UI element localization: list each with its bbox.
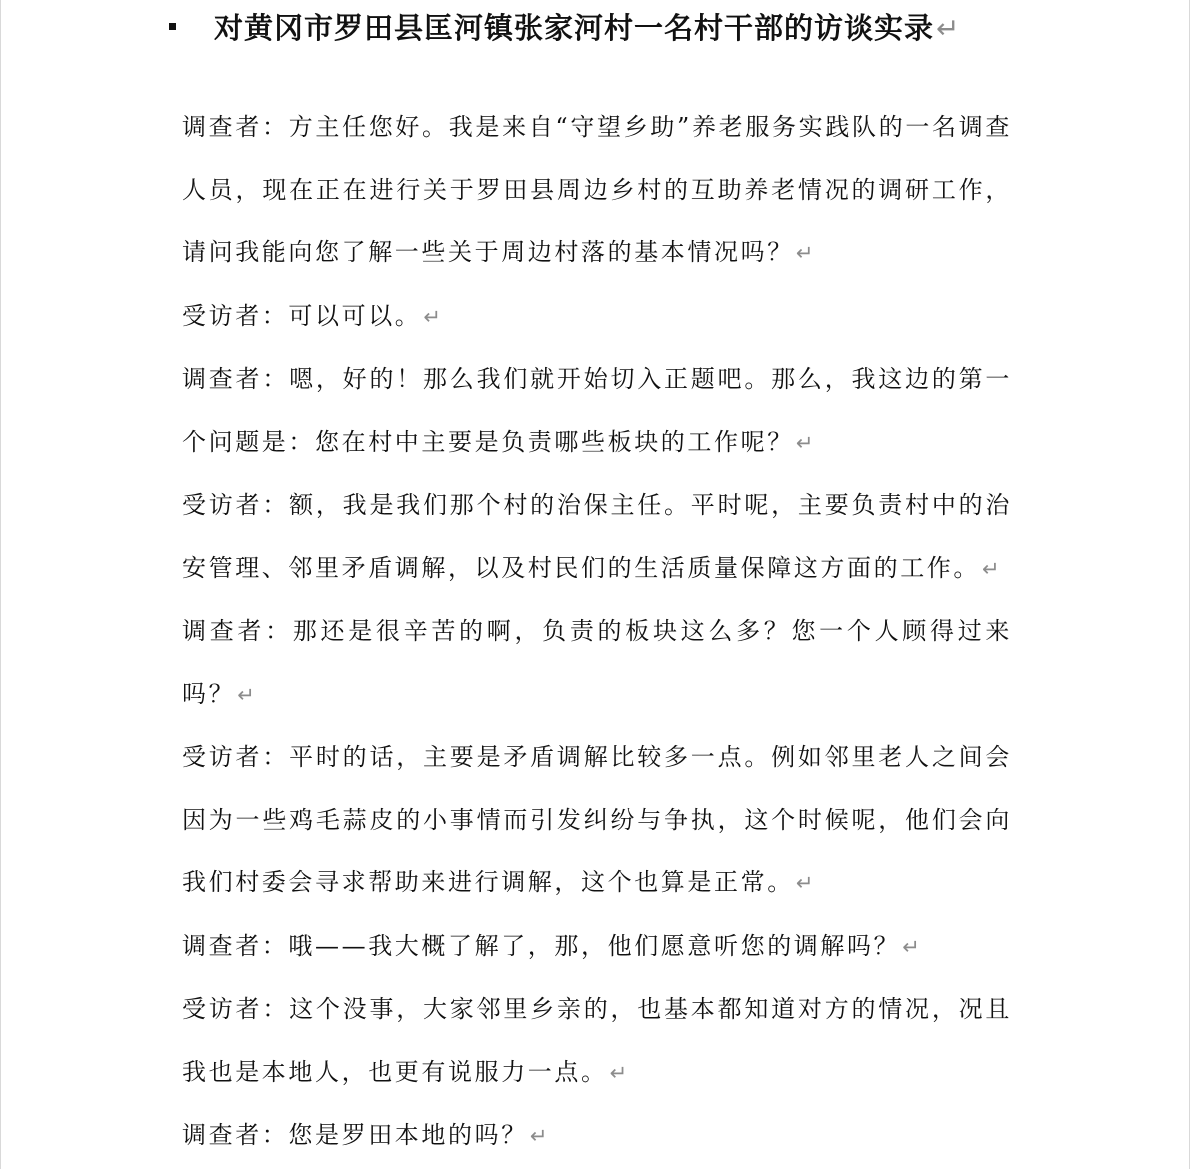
paragraph[interactable] — [182, 348, 1012, 474]
paragraph-mark-icon: ↵ — [237, 682, 258, 707]
paragraph-text: 受访者：平时的话，主要是矛盾调解比较多一点。例如邻里老人之间会因为一些鸡毛蒜皮的小事情而引发纠纷与争执，这个时候呢，他们会向我们村委会寻求帮助来进行调解，这个也算是正常。 — [182, 743, 1012, 896]
paragraph-mark-icon: ↵ — [609, 1060, 630, 1085]
heading-row — [169, 6, 960, 46]
paragraph-mark-icon: ↵ — [795, 241, 817, 265]
bullet-icon — [169, 23, 176, 30]
paragraph[interactable] — [182, 600, 1012, 726]
paragraph-text: 调查者：哦——我大概了解了，那，他们愿意听您的调解吗？ — [182, 931, 901, 960]
paragraph-text: 调查者：方主任您好。我是来自“守望乡助”养老服务实践队的一名调查人员，现在正在进行关于罗田县周边乡村的互助养老情况的调研工作，请问我能向您了解一些关于周边村落的基本情况吗？ — [182, 113, 1012, 266]
paragraph-text: 调查者：您是罗田本地的吗？ — [182, 1121, 528, 1149]
paragraph[interactable] — [182, 1104, 1012, 1168]
paragraph[interactable] — [182, 726, 1012, 915]
paragraph-text: 调查者：嗯，好的！那么我们就开始切入正题吧。那么，我这边的第一个问题是：您在村中主要是负责哪些板块的工作呢？ — [182, 365, 1012, 456]
paragraph-mark-icon: ↵ — [795, 430, 817, 455]
heading-text: 对黄冈市罗田县匡河镇张家河村一名村干部的访谈实录 — [214, 10, 935, 45]
paragraph[interactable] — [182, 978, 1012, 1104]
paragraph-text: 调查者：那还是很辛苦的啊，负责的板块这么多？您一个人顾得过来吗？ — [182, 617, 1012, 708]
paragraph-mark-icon: ↵ — [902, 934, 923, 959]
paragraph-mark-icon: ↵ — [529, 1124, 551, 1148]
document-heading[interactable] — [214, 6, 960, 47]
paragraph[interactable] — [182, 915, 1012, 979]
document-body[interactable] — [182, 96, 1032, 1168]
paragraph[interactable] — [182, 285, 1012, 349]
paragraph-text: 受访者：可以可以。 — [182, 301, 422, 330]
paragraph-mark-icon: ↵ — [795, 871, 817, 895]
paragraph-mark-icon: ↵ — [982, 556, 1003, 581]
paragraph-mark-icon: ↵ — [423, 304, 444, 329]
paragraph-text: 受访者：这个没事，大家邻里乡亲的，也基本都知道对方的情况，况且我也是本地人，也更有说服力一点。 — [182, 995, 1012, 1086]
paragraph-mark-icon: ↵ — [936, 11, 961, 45]
paragraph[interactable] — [182, 96, 1012, 285]
paragraph[interactable] — [182, 474, 1012, 600]
paragraph-text: 受访者：额，我是我们那个村的治保主任。平时呢，主要负责村中的治安管理、邻里矛盾调解，以及村民们的生活质量保障这方面的工作。 — [182, 491, 1012, 582]
